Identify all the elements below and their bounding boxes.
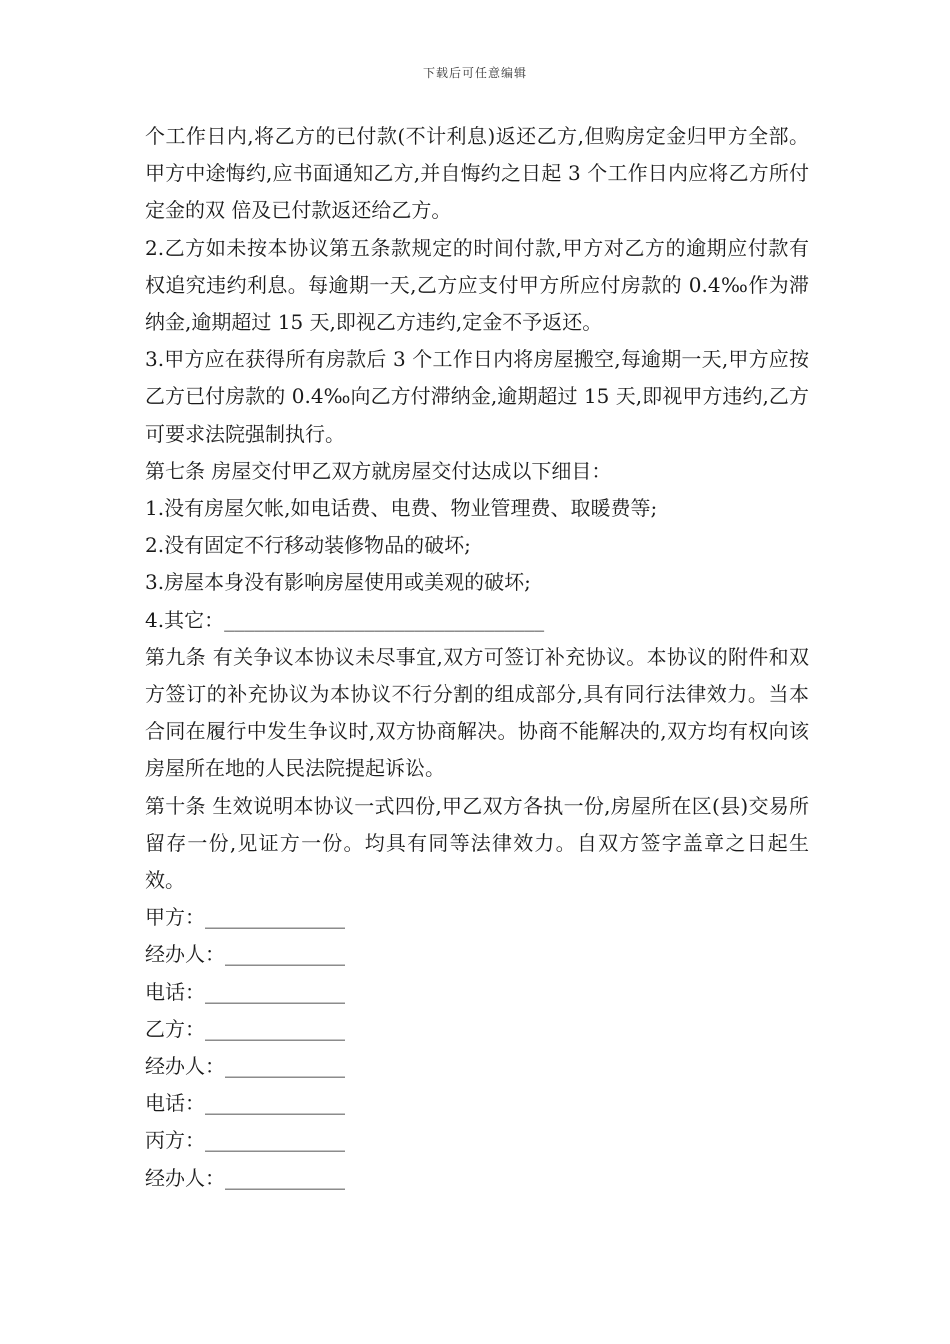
signature-phone-a: 电话：______________ [145, 979, 345, 1004]
paragraph-vacate-clause: 3.甲方应在获得所有房款后 3 个工作日内将房屋搬空,每逾期一天,甲方应按乙方已付房款的 0.4‰向乙方付滞纳金,逾期超过 15 天,即视甲方违约,乙方可要求法院强制执行。 [145, 347, 809, 446]
handover-item-1: 1.没有房屋欠帐,如电话费、电费、物业管理费、取暖费等; [145, 496, 658, 521]
signature-party-c: 丙方：______________ [145, 1128, 345, 1153]
handover-item-2: 2.没有固定不行移动装修物品的破坏; [145, 533, 471, 558]
signature-party-a: 甲方：______________ [145, 905, 345, 930]
signature-agent-a: 经办人：____________ [145, 942, 345, 967]
paragraph-refund-clause: 个工作日内,将乙方的已付款(不计利息)返还乙方,但购房定金归甲方全部。甲方中途悔约,应书面通知乙方,并自悔约之日起 3 个工作日内应将乙方所付定金的双 倍及已付款返还给乙方。 [145, 124, 809, 223]
article-nine-dispute: 第九条 有关争议本协议未尽事宜,双方可签订补充协议。本协议的附件和双方签订的补充协议为本协议不行分割的组成部分,具有同行法律效力。当本合同在履行中发生争议时,双方协商解决。协商不能解决的,双方均有权向该房屋所在地的人民法院提起诉讼。 [145, 644, 809, 781]
signature-party-b: 乙方：______________ [145, 1016, 345, 1041]
handover-item-4: 4.其它：________________________________ [145, 607, 545, 632]
article-ten-effectiveness: 第十条 生效说明本协议一式四份,甲乙双方各执一份,房屋所在区(县)交易所留存一份,见证方一份。均具有同等法律效力。自双方签字盖章之日起生效。 [145, 793, 809, 893]
article-seven-heading: 第七条 房屋交付甲乙双方就房屋交付达成以下细目： [145, 458, 612, 483]
page-header-note: 下载后可任意编辑 [422, 66, 527, 80]
signature-agent-c: 经办人：____________ [145, 1165, 345, 1190]
handover-item-3: 3.房屋本身没有影响房屋使用或美观的破坏; [145, 570, 531, 595]
paragraph-late-payment-clause: 2.乙方如未按本协议第五条款规定的时间付款,甲方对乙方的逾期应付款有权追究违约利息。每逾期一天,乙方应支付甲方所应付房款的 0.4‰作为滞纳金,逾期超过 15 天,即视乙方违约,定金不予返还。 [145, 235, 809, 335]
document-body [145, 118, 809, 1197]
signature-agent-b: 经办人：____________ [145, 1054, 345, 1079]
signature-phone-b: 电话：______________ [145, 1091, 345, 1116]
